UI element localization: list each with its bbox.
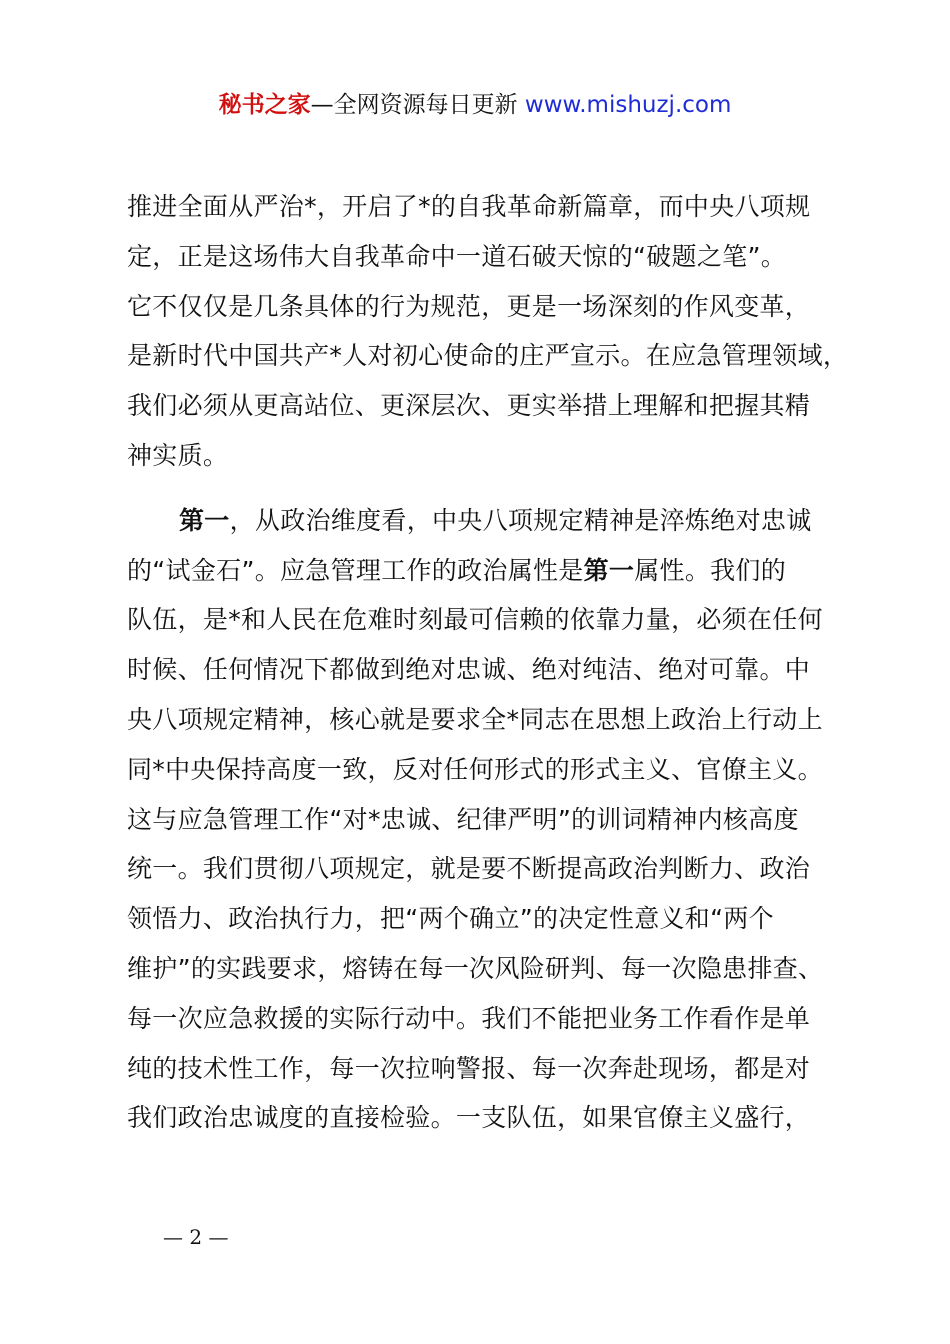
text-line: 这与应急管理工作“对*忠诚、纪律严明”的训词精神内核高度	[127, 804, 799, 834]
text-line: 同*中央保持高度一致，反对任何形式的形式主义、官僚主义。	[127, 754, 823, 784]
text-segment: 属性。我们的	[634, 555, 787, 585]
header-tagline: —全网资源每日更新	[310, 92, 525, 118]
text-line: 维护”的实践要求，熔铸在每一次风险研判、每一次隐患排查、	[127, 953, 824, 983]
text-line: 推进全面从严治*，开启了*的自我革命新篇章，而中央八项规	[127, 192, 811, 221]
text-line: 每一次应急救援的实际行动中。我们不能把业务工作看作是单	[127, 1003, 811, 1033]
text-line: 我们必须从更高站位、更深层次、更实举措上理解和把握其精	[127, 391, 811, 421]
text-line: 央八项规定精神，核心就是要求全*同志在思想上政治上行动上	[127, 704, 823, 734]
text-line: 定，正是这场伟大自我革命中一道石破天惊的“破题之笔”。	[127, 241, 787, 271]
text-line: 我们政治忠诚度的直接检验。一支队伍，如果官僚主义盛行，	[127, 1103, 811, 1133]
text-line: 神实质。	[127, 440, 229, 470]
brand-name: 秘书之家	[218, 92, 311, 118]
text-segment: ，从政治维度看，中央八项规定精神是淬炼绝对忠诚	[229, 505, 812, 535]
text-line: 队伍，是*和人民在危难时刻最可信赖的依靠力量，必须在任何	[127, 605, 823, 635]
emphasis-bold: 第一	[583, 555, 635, 585]
text-segment: 的“试金石”。应急管理工作的政治属性是	[127, 555, 584, 585]
text-line: 是新时代中国共产*人对初心使命的庄严宣示。在应急管理领域，	[127, 341, 849, 371]
page-number: — 2 —	[163, 1225, 229, 1249]
text-line: 时候、任何情况下都做到绝对忠诚、绝对纯洁、绝对可靠。中	[127, 655, 811, 685]
text-line: 统一。我们贯彻八项规定，就是要不断提高政治判断力、政治	[127, 854, 811, 884]
site-url-link[interactable]: www.mishuzj.com	[524, 92, 732, 118]
site-header	[0, 88, 950, 122]
text-line	[127, 546, 837, 596]
section-marker-bold: 第一	[179, 505, 230, 535]
document-body	[127, 182, 849, 1143]
text-line: 领悟力、政治执行力，把“两个确立”的决定性意义和“两个	[127, 904, 774, 934]
paragraph-spacer	[127, 481, 837, 496]
text-line: 纯的技术性工作，每一次拉响警报、每一次奔赴现场，都是对	[127, 1053, 811, 1083]
paragraph-intro	[127, 182, 849, 481]
paragraph-first-point	[127, 496, 837, 1143]
text-line: 它不仅仅是几条具体的行为规范，更是一场深刻的作风变革，	[127, 291, 811, 321]
text-line	[127, 496, 837, 546]
